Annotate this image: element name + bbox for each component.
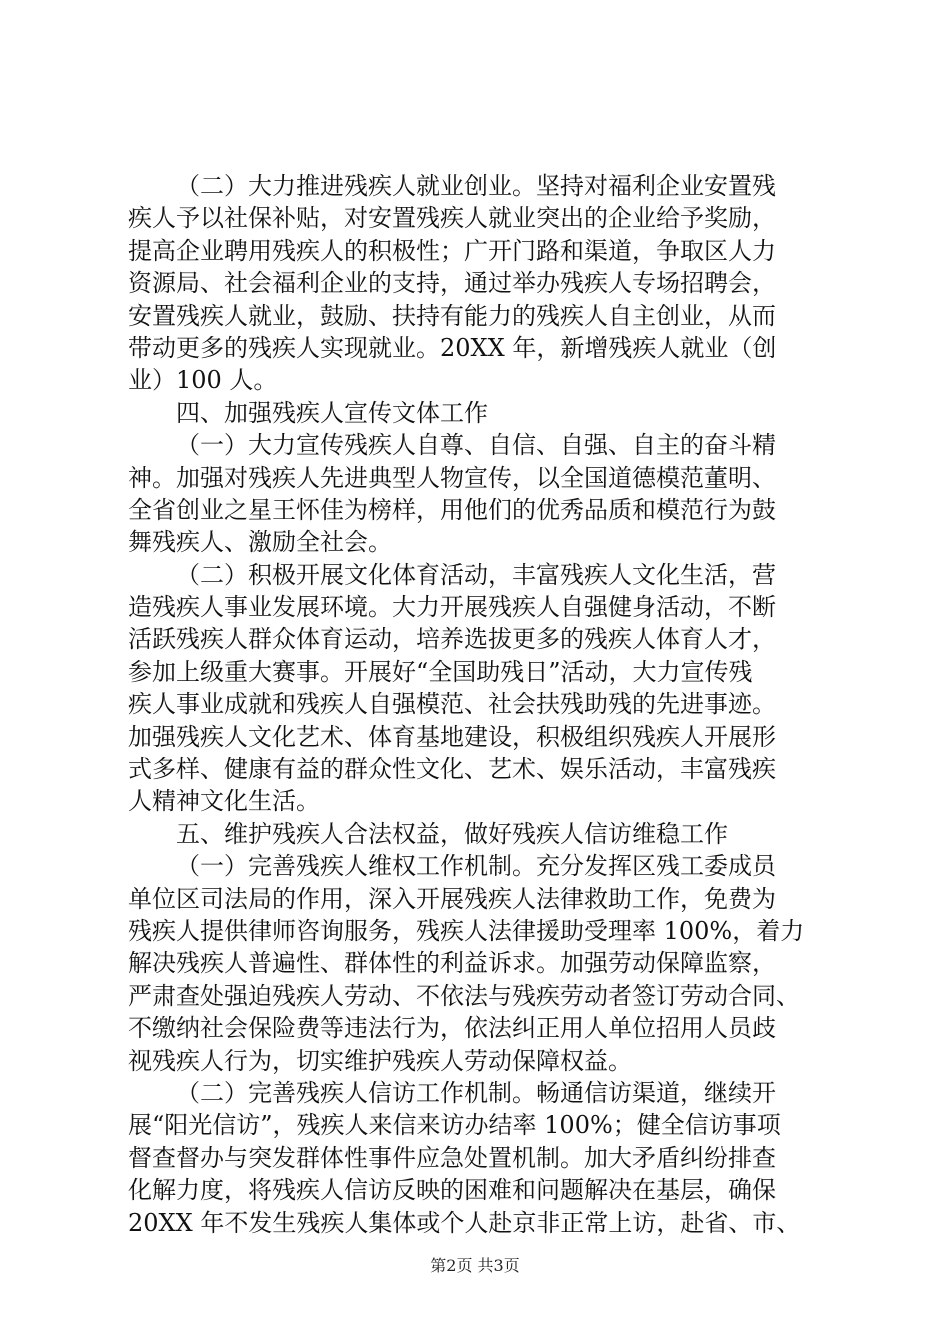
paragraph-line: （二）完善残疾人信访工作机制。畅通信访渠道，继续开: [176, 1078, 776, 1107]
section-heading: 五、维护残疾人合法权益，做好残疾人信访维稳工作: [176, 819, 728, 848]
paragraph-line: 神。加强对残疾人先进典型人物宣传，以全国道德模范董明、: [128, 463, 776, 492]
paragraph-line: 提高企业聘用残疾人的积极性；广开门路和渠道，争取区人力: [128, 236, 776, 265]
paragraph-line: 残疾人提供律师咨询服务，残疾人法律援助受理率 100%，着力: [128, 916, 805, 945]
paragraph-line: 化解力度，将残疾人信访反映的困难和问题解决在基层，确保: [128, 1176, 776, 1205]
paragraph-line: 安置残疾人就业，鼓励、扶持有能力的残疾人自主创业，从而: [128, 301, 776, 330]
paragraph-line: 展“阳光信访”，残疾人来信来访办结率 100%；健全信访事项: [128, 1111, 781, 1140]
paragraph-line: 全省创业之星王怀佳为榜样，用他们的优秀品质和模范行为鼓: [128, 495, 776, 524]
paragraph-line: 带动更多的残疾人实现就业。20XX 年，新增残疾人就业（创: [128, 333, 777, 362]
paragraph-line: 活跃残疾人群众体育运动，培养选拔更多的残疾人体育人才，: [128, 625, 776, 654]
paragraph-line: （二）积极开展文化体育活动，丰富残疾人文化生活，营: [176, 560, 776, 589]
paragraph-line: （一）完善残疾人维权工作机制。充分发挥区残工委成员: [176, 852, 776, 881]
paragraph-line: （二）大力推进残疾人就业创业。坚持对福利企业安置残: [176, 172, 776, 200]
paragraph-line: 疾人予以社保补贴，对安置残疾人就业突出的企业给予奖励，: [128, 204, 776, 233]
paragraph-line: 督查督办与突发群体性事件应急处置机制。加大矛盾纠纷排查: [128, 1143, 776, 1172]
page-footer: 第2页 共3页: [430, 1256, 520, 1275]
paragraph-line: 疾人事业成就和残疾人自强模范、社会扶残助残的先进事迹。: [128, 690, 776, 719]
document-body: [128, 170, 828, 1239]
paragraph-line: 业）100 人。: [128, 366, 278, 395]
paragraph-line: 不缴纳社会保险费等违法行为，依法纠正用人单位招用人员歧: [128, 1014, 776, 1043]
paragraph-line: 视残疾人行为，切实维护残疾人劳动保障权益。: [128, 1046, 632, 1075]
paragraph-line: 资源局、社会福利企业的支持，通过举办残疾人专场招聘会，: [128, 269, 776, 298]
paragraph-line: （一）大力宣传残疾人自尊、自信、自强、自主的奋斗精: [176, 431, 776, 460]
paragraph-line: 人精神文化生活。: [128, 787, 320, 816]
paragraph-line: 造残疾人事业发展环境。大力开展残疾人自强健身活动，不断: [128, 593, 776, 622]
paragraph-line: 严肃查处强迫残疾人劳动、不依法与残疾劳动者签订劳动合同、: [128, 981, 800, 1010]
paragraph-line: 单位区司法局的作用，深入开展残疾人法律救助工作，免费为: [128, 884, 776, 913]
paragraph-line: 舞残疾人、激励全社会。: [128, 528, 392, 557]
paragraph-line: 20XX 年不发生残疾人集体或个人赴京非正常上访，赴省、市、: [128, 1208, 801, 1237]
paragraph-line: 参加上级重大赛事。开展好“全国助残日”活动，大力宣传残: [128, 657, 753, 686]
paragraph-line: 加强残疾人文化艺术、体育基地建设，积极组织残疾人开展形: [128, 722, 776, 751]
paragraph-line: 解决残疾人普遍性、群体性的利益诉求。加强劳动保障监察，: [128, 949, 776, 978]
paragraph-line: 式多样、健康有益的群众性文化、艺术、娱乐活动，丰富残疾: [128, 755, 776, 784]
section-heading: 四、加强残疾人宣传文体工作: [176, 398, 488, 427]
